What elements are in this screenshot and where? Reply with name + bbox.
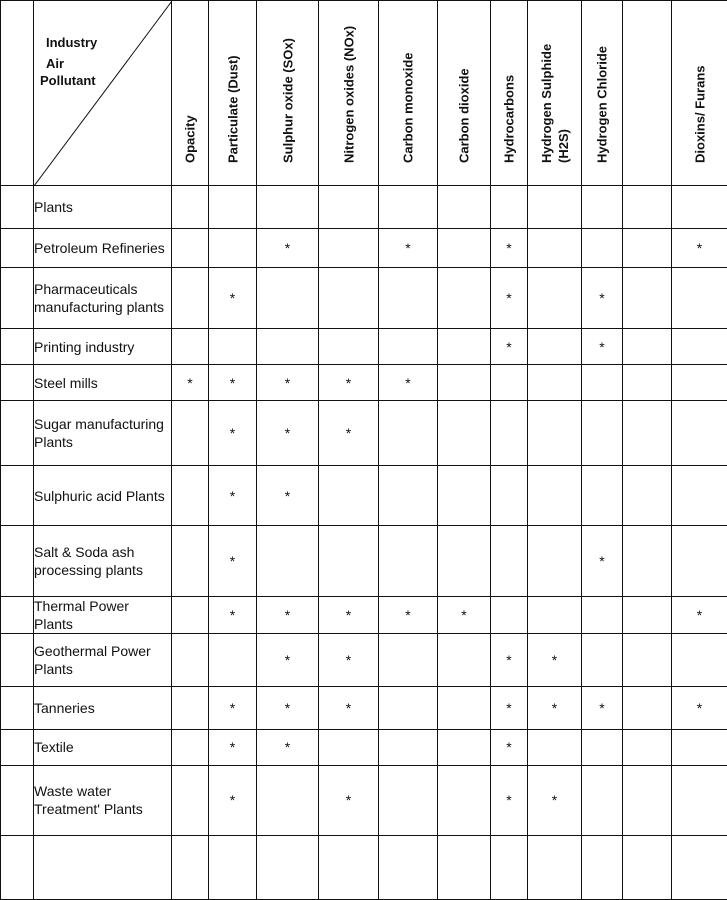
table-row: [1, 729, 727, 765]
row-index-cell: [1, 729, 34, 765]
pollutant-cell: [672, 729, 727, 765]
pollutant-cell: [257, 729, 319, 765]
pollutant-cell: [528, 765, 582, 835]
table-row: [1, 765, 727, 835]
pollutant-cell: [528, 596, 582, 633]
pollutant-cell: [209, 401, 257, 466]
row-index-cell: [1, 686, 34, 729]
asterisk-mark: *: [284, 487, 291, 504]
pollutant-cell: [172, 765, 209, 835]
industry-label: Salt & Soda ash processing plants: [34, 526, 172, 596]
pollutant-cell: [623, 268, 672, 329]
row-index-cell: [1, 329, 34, 365]
pollutant-cell: [672, 186, 727, 229]
pollutant-cell: [257, 401, 319, 466]
asterisk-mark: *: [187, 374, 193, 391]
pollutant-cell: [438, 526, 491, 596]
pollutant-cell: [582, 329, 623, 365]
asterisk-mark: *: [696, 240, 703, 257]
row-index-cell: [1, 365, 34, 401]
pollutant-cell: [379, 229, 438, 268]
pollutant-cell: [257, 526, 319, 596]
pollutant-cell: [623, 596, 672, 633]
pollutant-cell: [438, 229, 491, 268]
pollutant-cell: [379, 401, 438, 466]
asterisk-mark: *: [229, 487, 236, 504]
pollutant-cell: [672, 765, 727, 835]
asterisk-mark: *: [345, 699, 352, 716]
pollutant-cell: [172, 686, 209, 729]
pollutant-cell: [257, 633, 319, 686]
pollutant-cell: [528, 835, 582, 899]
pollutant-cell: [623, 686, 672, 729]
pollutant-cell: [319, 633, 379, 686]
col-header-carbon-dioxide: Carbon dioxide: [438, 1, 491, 186]
pollutant-cell: [623, 229, 672, 268]
pollutant-cell: [491, 686, 528, 729]
pollutant-cell: [209, 329, 257, 365]
asterisk-mark: *: [599, 290, 605, 307]
pollutant-cell: [438, 401, 491, 466]
pollutant-cell: [623, 526, 672, 596]
asterisk-mark: *: [506, 290, 512, 307]
asterisk-mark: *: [284, 374, 291, 391]
pollutant-cell: [623, 186, 672, 229]
row-index-cell: [1, 401, 34, 466]
col-header-sulphur-oxide: Sulphur oxide (SOx): [257, 1, 319, 186]
asterisk-mark: *: [405, 240, 411, 257]
industry-label: Thermal Power Plants: [34, 596, 172, 633]
table-body: [1, 186, 727, 900]
pollutant-header-label: [40, 55, 96, 89]
pollutant-cell: [582, 466, 623, 526]
pollutant-cell: [438, 186, 491, 229]
pollutant-cell: [379, 526, 438, 596]
pollutant-cell: [172, 526, 209, 596]
pollutant-cell: [438, 466, 491, 526]
pollutant-cell: [319, 466, 379, 526]
pollutant-cell: [528, 729, 582, 765]
asterisk-mark: *: [599, 552, 605, 569]
pollutant-cell: [209, 633, 257, 686]
pollutant-cell: [257, 835, 319, 899]
col-header-nitrogen-oxides: Nitrogen oxides (NOx): [319, 1, 379, 186]
pollutant-cell: [257, 229, 319, 268]
asterisk-mark: *: [284, 240, 291, 257]
pollutant-header-air: Air: [46, 56, 65, 71]
row-index-cell: [1, 186, 34, 229]
pollutant-cell: [379, 186, 438, 229]
pollutant-cell: [528, 466, 582, 526]
pollutant-cell: [379, 596, 438, 633]
pollutant-cell: [257, 686, 319, 729]
corner-header-cell: [34, 1, 172, 186]
pollutant-cell: [672, 633, 727, 686]
industry-label: Petroleum Refineries: [34, 229, 172, 268]
asterisk-mark: *: [506, 338, 512, 355]
pollutant-cell: [438, 633, 491, 686]
asterisk-mark: *: [345, 425, 352, 442]
pollutant-cell: [582, 186, 623, 229]
asterisk-mark: *: [284, 606, 291, 623]
col-header-hydrocarbons: Hydrocarbons: [491, 1, 528, 186]
pollutant-cell: [672, 401, 727, 466]
pollutant-cell: [582, 596, 623, 633]
asterisk-mark: *: [229, 374, 236, 391]
pollutant-cell: [379, 686, 438, 729]
industry-label: Pharmaceuticals manufacturing plants: [34, 268, 172, 329]
col-header-hydrogen-sulphide: Hydrogen Sulphide (H2S): [528, 1, 582, 186]
pollutant-cell: [438, 835, 491, 899]
pollutant-cell: [257, 186, 319, 229]
pollutant-cell: [491, 729, 528, 765]
pollutant-cell: [491, 268, 528, 329]
row-index-cell: [1, 596, 34, 633]
pollutant-cell: [319, 835, 379, 899]
pollutant-cell: [623, 633, 672, 686]
table-row: [1, 633, 727, 686]
pollutant-cell: [319, 229, 379, 268]
pollutant-cell: [319, 186, 379, 229]
pollutant-cell: [438, 729, 491, 765]
industry-label: Sulphuric acid Plants: [34, 466, 172, 526]
pollutant-cell: [257, 329, 319, 365]
pollutant-cell: [257, 765, 319, 835]
pollutant-cell: [528, 268, 582, 329]
pollutant-cell: [582, 229, 623, 268]
pollutant-cell: [528, 401, 582, 466]
pollutant-cell: [172, 229, 209, 268]
blank-header-cell: [1, 1, 34, 186]
pollutant-cell: [491, 401, 528, 466]
pollutant-cell: [491, 596, 528, 633]
pollutant-cell: [319, 329, 379, 365]
pollutant-cell: [257, 365, 319, 401]
pollutant-cell: [379, 765, 438, 835]
pollutant-cell: [582, 268, 623, 329]
pollutant-cell: [528, 329, 582, 365]
pollutant-cell: [379, 633, 438, 686]
table-row: [1, 365, 727, 401]
pollutant-cell: [672, 365, 727, 401]
asterisk-mark: *: [506, 792, 512, 809]
pollutant-cell: [438, 596, 491, 633]
table-row: [1, 229, 727, 268]
asterisk-mark: *: [599, 699, 605, 716]
pollutant-cell: [319, 268, 379, 329]
industry-label: Textile: [34, 729, 172, 765]
asterisk-mark: *: [229, 739, 236, 756]
pollutant-cell: [672, 466, 727, 526]
row-index-cell: [1, 835, 34, 899]
pollutant-cell: [209, 596, 257, 633]
industry-label: Printing industry: [34, 329, 172, 365]
pollutant-cell: [623, 365, 672, 401]
pollutant-cell: [623, 466, 672, 526]
industry-label: Plants: [34, 186, 172, 229]
pollutant-cell: [209, 466, 257, 526]
asterisk-mark: *: [229, 606, 236, 623]
col-header-opacity: Opacity: [172, 1, 209, 186]
pollutant-cell: [528, 365, 582, 401]
pollutant-cell: [623, 729, 672, 765]
asterisk-mark: *: [599, 338, 605, 355]
pollutant-cell: [491, 329, 528, 365]
industry-label: Geothermal Power Plants: [34, 633, 172, 686]
table-row: [1, 466, 727, 526]
asterisk-mark: *: [284, 425, 291, 442]
pollutant-cell: [491, 466, 528, 526]
pollutant-cell: [438, 686, 491, 729]
pollutant-cell: [672, 329, 727, 365]
pollutant-cell: [623, 401, 672, 466]
pollutant-cell: [582, 729, 623, 765]
asterisk-mark: *: [506, 651, 512, 668]
asterisk-mark: *: [345, 374, 352, 391]
col-header-particulate: Particulate (Dust): [209, 1, 257, 186]
pollutant-cell: [528, 633, 582, 686]
asterisk-mark: *: [551, 792, 558, 809]
asterisk-mark: *: [696, 699, 703, 716]
industry-label: Tanneries: [34, 686, 172, 729]
pollutant-cell: [209, 186, 257, 229]
industry-label: Sugar manufacturing Plants: [34, 401, 172, 466]
pollutant-cell: [582, 365, 623, 401]
pollutant-cell: [672, 835, 727, 899]
pollutant-cell: [319, 596, 379, 633]
pollutant-cell: [438, 765, 491, 835]
pollutant-cell: [257, 466, 319, 526]
row-index-cell: [1, 765, 34, 835]
pollutant-cell: [379, 466, 438, 526]
industry-header-label: Industry: [46, 35, 98, 50]
asterisk-mark: *: [229, 792, 236, 809]
asterisk-mark: *: [284, 699, 291, 716]
col-header-carbon-monoxide: Carbon monoxide: [379, 1, 438, 186]
pollutant-cell: [672, 596, 727, 633]
asterisk-mark: *: [229, 290, 236, 307]
pollutant-cell: [319, 729, 379, 765]
pollutant-cell: [172, 596, 209, 633]
pollutant-cell: [491, 633, 528, 686]
pollutant-cell: [672, 686, 727, 729]
pollutant-cell: [209, 765, 257, 835]
pollutant-cell: [257, 596, 319, 633]
pollutant-cell: [257, 268, 319, 329]
asterisk-mark: *: [345, 651, 352, 668]
pollutant-cell: [319, 765, 379, 835]
pollutant-cell: [209, 526, 257, 596]
pollutant-cell: [623, 765, 672, 835]
pollutant-cell: [491, 835, 528, 899]
row-index-cell: [1, 466, 34, 526]
table-row: [1, 526, 727, 596]
asterisk-mark: *: [284, 651, 291, 668]
asterisk-mark: *: [345, 606, 352, 623]
asterisk-mark: *: [506, 240, 512, 257]
table-row: [1, 686, 727, 729]
industry-label: [34, 835, 172, 899]
pollutant-cell: [319, 401, 379, 466]
pollutant-cell: [209, 686, 257, 729]
pollutant-cell: [672, 526, 727, 596]
row-index-cell: [1, 268, 34, 329]
pollutant-cell: [528, 229, 582, 268]
pollutant-cell: [172, 365, 209, 401]
row-index-cell: [1, 633, 34, 686]
row-index-cell: [1, 229, 34, 268]
row-index-cell: [1, 526, 34, 596]
pollutant-cell: [379, 729, 438, 765]
asterisk-mark: *: [696, 606, 703, 623]
pollutant-cell: [379, 329, 438, 365]
col-header-hydrogen-chloride: Hydrogen Chloride: [582, 1, 623, 186]
col-header-empty: [623, 1, 672, 186]
pollutant-cell: [582, 401, 623, 466]
pollutant-cell: [672, 229, 727, 268]
pollutant-cell: [209, 365, 257, 401]
pollutant-cell: [379, 268, 438, 329]
table-row: [1, 268, 727, 329]
pollutant-cell: [582, 686, 623, 729]
table-row: [1, 186, 727, 229]
pollutant-cell: [491, 526, 528, 596]
asterisk-mark: *: [461, 606, 467, 623]
asterisk-mark: *: [551, 699, 558, 716]
col-header-dioxins-furans: Dioxins/ Furans: [672, 1, 727, 186]
pollutant-cell: [209, 268, 257, 329]
pollutant-cell: [491, 765, 528, 835]
pollutant-cell: [438, 329, 491, 365]
pollutant-cell: [209, 229, 257, 268]
pollutant-cell: [172, 466, 209, 526]
asterisk-mark: *: [405, 374, 411, 391]
pollutant-header-pollutant: Pollutant: [40, 73, 96, 88]
pollutant-cell: [582, 633, 623, 686]
pollutant-cell: [528, 186, 582, 229]
pollutant-cell: [623, 329, 672, 365]
pollutant-cell: [319, 526, 379, 596]
pollutant-cell: [172, 401, 209, 466]
asterisk-mark: *: [345, 792, 352, 809]
industry-label: Steel mills: [34, 365, 172, 401]
pollutant-cell: [582, 526, 623, 596]
asterisk-mark: *: [551, 651, 558, 668]
pollutant-cell: [528, 526, 582, 596]
asterisk-mark: *: [229, 552, 236, 569]
header-row: [1, 1, 727, 186]
pollutant-cell: [379, 365, 438, 401]
pollutant-cell: [438, 365, 491, 401]
asterisk-mark: *: [405, 606, 411, 623]
pollutant-cell: [672, 268, 727, 329]
table-row: [1, 596, 727, 633]
pollutant-cell: [491, 229, 528, 268]
pollutant-cell: [172, 633, 209, 686]
pollutant-cell: [491, 186, 528, 229]
asterisk-mark: *: [284, 739, 291, 756]
pollutant-cell: [379, 835, 438, 899]
pollutant-cell: [172, 186, 209, 229]
pollutant-cell: [491, 365, 528, 401]
pollutant-cell: [172, 268, 209, 329]
pollutant-cell: [209, 835, 257, 899]
pollutant-cell: [319, 365, 379, 401]
asterisk-mark: *: [506, 739, 512, 756]
diagonal-divider: [34, 1, 172, 186]
asterisk-mark: *: [229, 699, 236, 716]
table-row: [1, 401, 727, 466]
asterisk-mark: *: [506, 699, 512, 716]
pollutant-cell: [209, 729, 257, 765]
asterisk-mark: *: [229, 425, 236, 442]
pollutant-cell: [172, 729, 209, 765]
table-row: [1, 835, 727, 899]
pollutant-cell: [582, 765, 623, 835]
table-row: [1, 329, 727, 365]
industry-label: Waste water Treatment' Plants: [34, 765, 172, 835]
pollutant-cell: [172, 835, 209, 899]
pollutant-cell: [438, 268, 491, 329]
pollutant-cell: [319, 686, 379, 729]
pollutant-cell: [582, 835, 623, 899]
pollutant-cell: [623, 835, 672, 899]
pollutant-cell: [528, 686, 582, 729]
pollutant-cell: [172, 329, 209, 365]
